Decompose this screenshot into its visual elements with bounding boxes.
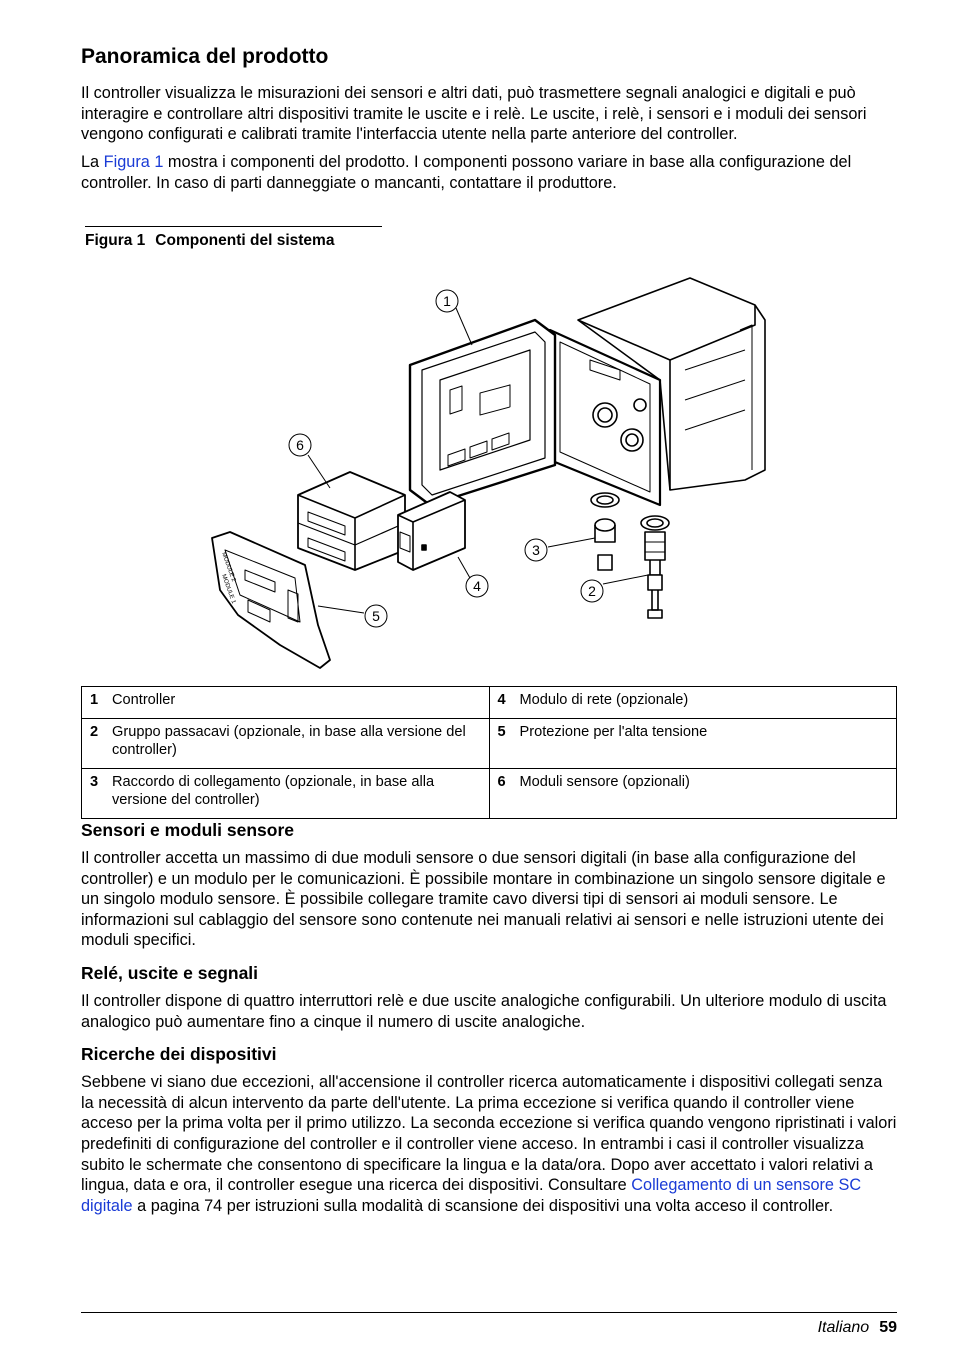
conduit-fitting bbox=[591, 493, 619, 570]
callout-3: 3 bbox=[532, 542, 540, 558]
legend-text: Protezione per l'alta tensione bbox=[519, 724, 708, 740]
callout-5: 5 bbox=[372, 608, 380, 624]
page-number: 59 bbox=[879, 1319, 897, 1336]
section-heading-device-scan: Ricerche dei dispositivi bbox=[81, 1044, 277, 1065]
callout-1: 1 bbox=[443, 293, 451, 309]
legend-text: Controller bbox=[112, 692, 176, 708]
callout-2: 2 bbox=[588, 583, 596, 599]
device-scan-text-before: Sebbene vi siano due eccezioni, all'accensione il controller ricerca automaticamente i dispositivi collegati senza la necessità di alcun intervento da parte dell'utente. La prima eccezione si verifica quando il controller viene acceso per la prima volta per il primo utilizzo. La seconda eccezione si verifica quando vengono ripristinati i valori predefiniti di configurazione del controller e il controller viene acceso. In entrambi i casi il controller visualizza subito le schermate che consentono di specificare la lingua e la data/ora. Dopo aver accettato i valori relativi a lingua, data e ora, il controller esegue una ricerca dei dispositivi. Consultare bbox=[81, 1073, 897, 1195]
legend-number: 4 bbox=[497, 692, 506, 708]
section-heading-relays: Relé, uscite e segnali bbox=[81, 962, 259, 983]
legend-cell bbox=[82, 719, 490, 769]
figure-caption bbox=[85, 226, 382, 250]
table-row bbox=[82, 719, 897, 769]
legend-text: Moduli sensore (opzionali) bbox=[519, 774, 690, 790]
intro-text-before: La bbox=[81, 152, 104, 171]
section-heading-sensors: Sensori e moduli sensore bbox=[81, 820, 294, 840]
table-row bbox=[82, 687, 897, 719]
legend-number: 5 bbox=[497, 724, 506, 740]
sensor-modules bbox=[298, 472, 405, 570]
intro-paragraph-1: Il controller visualizza le misurazioni dei sensori e altri dati, può trasmettere segnali analogici e digitali e può interagire e controllare altri dispositivi tramite le uscite e i relè. Le uscite, i relè, i sensori e i moduli dei sensori vengono configurati e calibrati tramite l'interfaccia utente nella parte anteriore del controller. bbox=[81, 84, 867, 144]
legend-cell bbox=[82, 769, 490, 819]
intro-paragraph-2 bbox=[81, 152, 897, 193]
sc-sensor-link[interactable]: Collegamento di un sensore SC digitale bbox=[81, 1176, 862, 1215]
cable-gland-group bbox=[641, 516, 669, 618]
page-content bbox=[81, 44, 897, 200]
figure-number: Figura 1 bbox=[85, 232, 146, 249]
page-footer bbox=[81, 1312, 897, 1337]
legend-number: 1 bbox=[90, 692, 99, 708]
figure-caption-text: Componenti del sistema bbox=[155, 232, 335, 249]
legend-number: 6 bbox=[497, 774, 506, 790]
legend-text: Raccordo di collegamento (opzionale, in base alla versione del controller) bbox=[112, 774, 435, 808]
sections bbox=[81, 820, 897, 1223]
legend-number: 2 bbox=[90, 724, 99, 740]
callout-6: 6 bbox=[296, 437, 304, 453]
legend-text: Gruppo passacavi (opzionale, in base alla versione del controller) bbox=[112, 724, 466, 758]
device-scan-text-after: a pagina 74 per istruzioni sulla modalità di scansione dei dispositivi una volta acceso il controller. bbox=[132, 1196, 834, 1215]
network-module bbox=[398, 492, 465, 570]
footer-language: Italiano bbox=[817, 1319, 870, 1336]
legend-cell bbox=[489, 719, 897, 769]
controller-front bbox=[410, 320, 555, 505]
legend-number: 3 bbox=[90, 774, 99, 790]
intro-text-after: mostra i componenti del prodotto. I componenti possono variare in base alla configurazione del controller. In caso di parti danneggiate o mancanti, contattare il produttore. bbox=[81, 152, 852, 192]
callout-4: 4 bbox=[473, 578, 481, 594]
page-title: Panoramica del prodotto bbox=[81, 45, 329, 68]
module-1-label: MODULE 1 bbox=[220, 573, 237, 605]
section-text-relays: Il controller dispone di quattro interruttori relè e due uscite analogiche configurabili. Un ulteriore modulo di uscita analogico può aumentare fino a cinque il numero di uscite analogiche. bbox=[81, 991, 887, 1031]
section-text-device-scan bbox=[81, 1072, 897, 1216]
table-row bbox=[82, 769, 897, 819]
system-components-illustration bbox=[200, 270, 780, 675]
section-text-sensors: Il controller accetta un massimo di due moduli sensore o due sensori digitali (in base alla configurazione del controller) e un modulo per le comunicazioni. È possibile montare in combinazione un singolo sensore digitale e un singolo modulo sensore. È possibile collegare tramite cavo diversi tipi di sensori ai moduli sensore. Le informazioni sul cablaggio del sensore sono contenute nei manuali relativi ai sensori e nelle istruzioni utente dei moduli specifici. bbox=[81, 849, 886, 950]
module-2-label: MODULE 2 bbox=[220, 551, 237, 583]
legend-cell bbox=[489, 687, 897, 719]
legend-cell bbox=[489, 769, 897, 819]
figure-link[interactable]: Figura 1 bbox=[103, 152, 164, 171]
figure-legend-table bbox=[81, 686, 897, 819]
legend-cell bbox=[82, 687, 490, 719]
legend-text: Modulo di rete (opzionale) bbox=[519, 692, 689, 708]
